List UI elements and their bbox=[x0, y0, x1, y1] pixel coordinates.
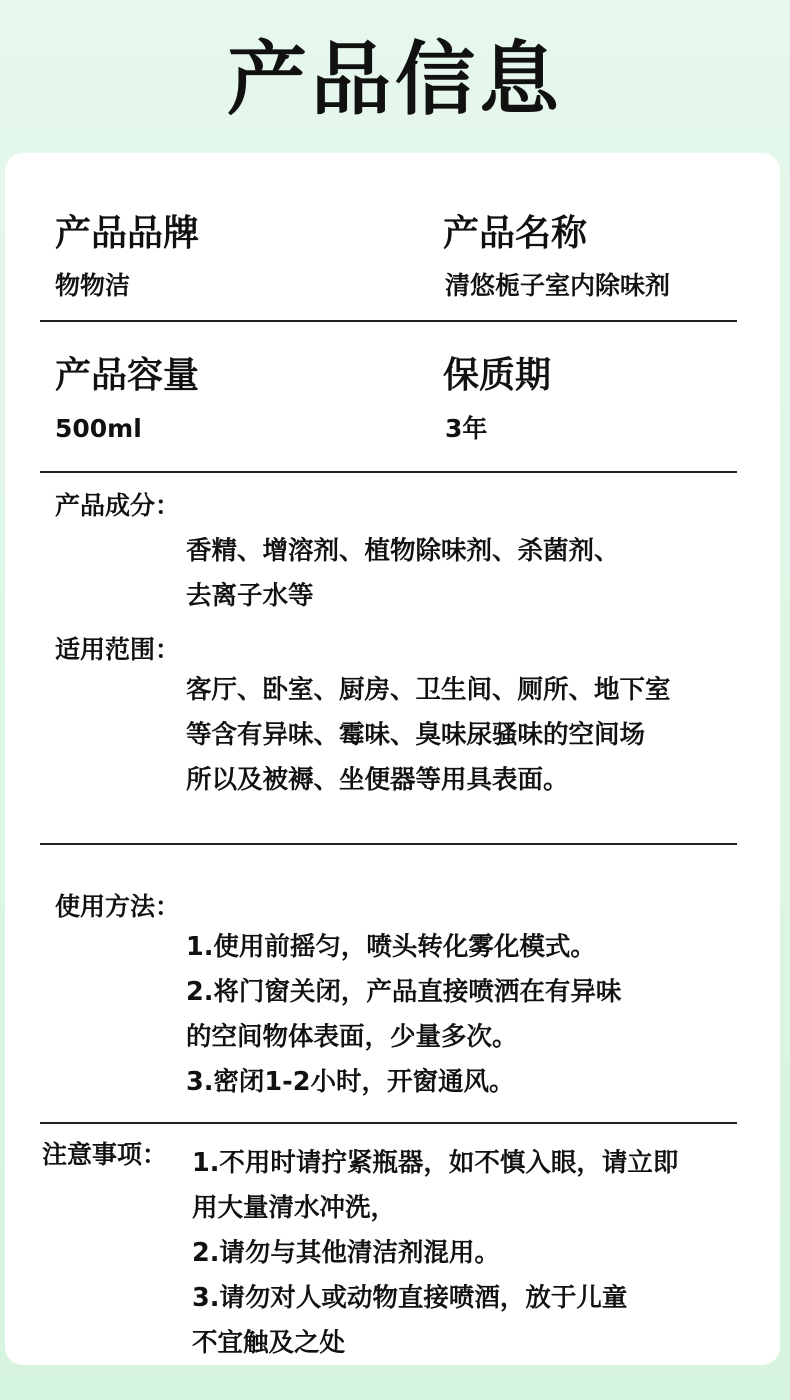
scope-label: 适用范围： bbox=[55, 635, 181, 664]
brand-label: 产品品牌 bbox=[55, 213, 200, 254]
divider bbox=[40, 320, 737, 322]
usage-line: 3.密闭1-2小时，开窗通风。 bbox=[186, 1067, 515, 1097]
capacity-label: 产品容量 bbox=[55, 355, 200, 396]
shelf-life-label: 保质期 bbox=[443, 355, 552, 396]
notes-line: 1.不用时请拧紧瓶器，如不慎入眼，请立即 bbox=[192, 1148, 679, 1178]
usage-line: 2.将门窗关闭，产品直接喷洒在有异味 bbox=[186, 977, 622, 1007]
shelf-life-value: 3年 bbox=[445, 414, 488, 443]
ingredients-label: 产品成分： bbox=[55, 491, 181, 520]
scope-text bbox=[186, 668, 671, 803]
capacity-value: 500ml bbox=[55, 414, 142, 443]
notes-line: 2.请勿与其他清洁剂混用。 bbox=[192, 1238, 500, 1268]
divider bbox=[40, 843, 737, 845]
usage-text bbox=[186, 925, 621, 1105]
usage-line: 1.使用前摇匀，喷头转化雾化模式。 bbox=[186, 932, 596, 962]
product-name-label: 产品名称 bbox=[443, 213, 588, 254]
ingredients-line: 香精、增溶剂、植物除味剂、杀菌剂、 bbox=[186, 536, 620, 566]
usage-line: 的空间物体表面，少量多次。 bbox=[186, 1022, 518, 1052]
divider bbox=[40, 471, 737, 473]
brand-value: 物物洁 bbox=[55, 271, 131, 300]
product-name-value: 清悠栀子室内除味剂 bbox=[445, 271, 671, 300]
notes-line: 3.请勿对人或动物直接喷酒，放于儿童 bbox=[192, 1283, 628, 1313]
notes-label: 注意事项： bbox=[42, 1140, 168, 1169]
ingredients-text bbox=[186, 529, 620, 619]
divider bbox=[40, 1122, 737, 1124]
scope-line: 所以及被褥、坐便器等用具表面。 bbox=[186, 765, 569, 795]
usage-label: 使用方法： bbox=[55, 892, 181, 921]
page-title: 产品信息 bbox=[227, 33, 563, 126]
notes-line: 不宜触及之处 bbox=[192, 1328, 346, 1358]
ingredients-line: 去离子水等 bbox=[186, 581, 314, 611]
notes-line: 用大量清水冲洗， bbox=[192, 1193, 397, 1223]
scope-line: 客厅、卧室、厨房、卫生间、厕所、地下室 bbox=[186, 675, 671, 705]
scope-line: 等含有异味、霉味、臭味尿骚味的空间场 bbox=[186, 720, 646, 750]
notes-text bbox=[192, 1141, 678, 1366]
